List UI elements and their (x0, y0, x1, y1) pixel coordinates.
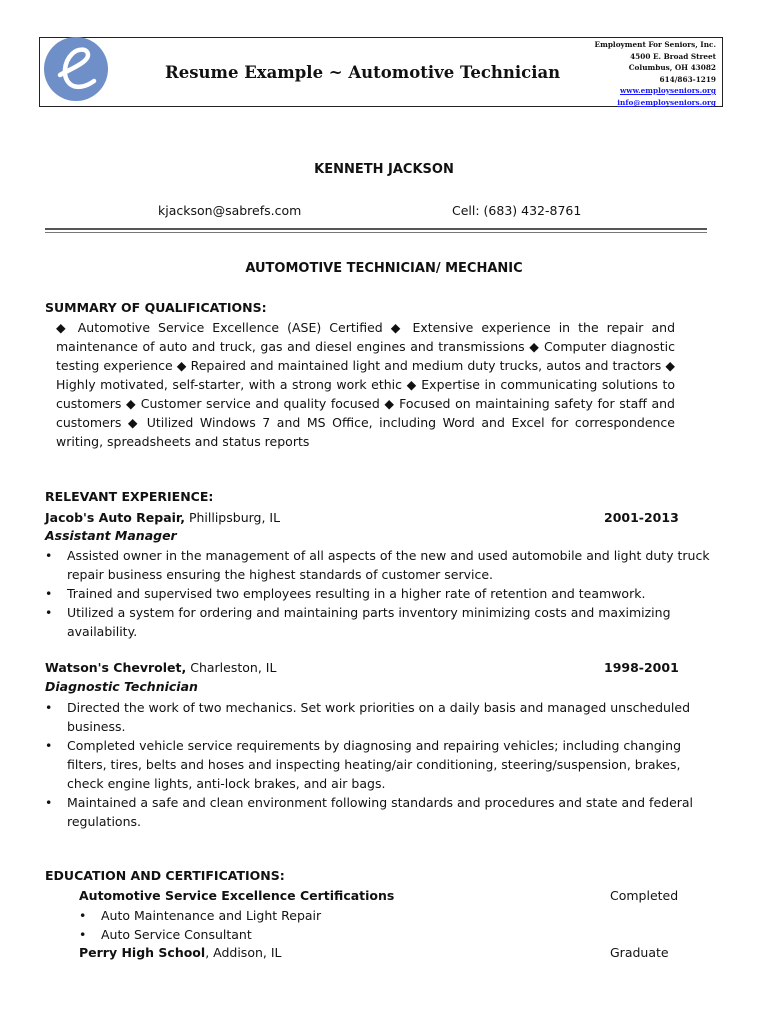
education-name: Perry High School (79, 945, 206, 960)
candidate-name: KENNETH JACKSON (314, 162, 454, 177)
education-name: Automotive Service Excellence Certifications (79, 888, 395, 903)
education-detail: , Addison, IL (205, 945, 282, 960)
job-employer-2 (45, 660, 276, 675)
education-heading: EDUCATION AND CERTIFICATIONS: (45, 868, 285, 883)
employer-name: Jacob's Auto Repair, (45, 510, 185, 525)
list-item: • Assisted owner in the management of all aspects of the new and used automobile and light duty truck repair business ensuring the highest standards of customer service. (45, 546, 715, 584)
education-item-1 (79, 888, 394, 903)
summary-heading: SUMMARY OF QUALIFICATIONS: (45, 300, 267, 315)
agency-phone: 614/863-1219 (659, 74, 716, 84)
divider-thin (45, 232, 707, 233)
list-item: • Trained and supervised two employees resulting in a higher rate of retention and teamwork. (45, 584, 715, 603)
list-item: • Utilized a system for ordering and maintaining parts inventory minimizing costs and maximizing availability. (45, 603, 715, 641)
list-item: • Auto Service Consultant (79, 925, 479, 944)
education-item-2 (79, 945, 282, 960)
letterhead-box (39, 37, 723, 107)
agency-name: Employment For Seniors, Inc. (594, 40, 716, 49)
education-status-1: Completed (610, 888, 679, 903)
agency-street: 4500 E. Broad Street (630, 51, 716, 61)
agency-email-link[interactable]: info@employseniors.org (617, 97, 716, 107)
list-item: • Maintained a safe and clean environment following standards and procedures and state and federal regulations. (45, 793, 715, 831)
divider-thick (45, 228, 707, 230)
experience-heading: RELEVANT EXPERIENCE: (45, 489, 214, 504)
list-item: • Auto Maintenance and Light Repair (79, 906, 479, 925)
education-status-2: Graduate (610, 945, 669, 960)
job-employer-1 (45, 510, 280, 525)
objective-title: AUTOMOTIVE TECHNICIAN/ MECHANIC (245, 261, 523, 276)
employer-location: Charleston, IL (186, 660, 277, 675)
job-dates-1: 2001-2013 (604, 510, 679, 525)
summary-text: ◆ Automotive Service Excellence (ASE) Certified ◆ Extensive experience in the repair and maintenance of auto and truck, gas and diesel engines and transmissions ◆ Computer diagnostic testing experience ◆ Repaired and maintained light and medium duty trucks, autos and tractors ◆ Highly motivated, self-starter, with a strong work ethic ◆ Expertise in communicating solutions to customers ◆ Customer service and quality focused ◆ Focused on maintaining safety for staff and customers ◆ Utilized Windows 7 and MS Office, including Word and Excel for correspondence writing, spreadsheets and status reports (56, 320, 675, 449)
agency-website-link[interactable]: www.employseniors.org (620, 86, 716, 95)
candidate-email: kjackson@sabrefs.com (158, 203, 302, 218)
list-item: • Completed vehicle service requirements by diagnosing and repairing vehicles; including changing filters, tires, belts and hoses and inspecting heating/air conditioning, steering/suspension, brakes, check engine lights, anti-lock brakes, and air bags. (45, 736, 715, 793)
job-bullets-1 (45, 546, 715, 641)
job-dates-2: 1998-2001 (604, 660, 679, 675)
job-role-2: Diagnostic Technician (45, 679, 198, 694)
job-role-1: Assistant Manager (45, 528, 177, 543)
employer-location: Phillipsburg, IL (184, 510, 281, 525)
job-bullets-2 (45, 698, 715, 831)
employer-name: Watson's Chevrolet, (45, 660, 187, 675)
header-title: Resume Example ~ Automotive Technician (165, 63, 561, 82)
candidate-phone: Cell: (683) 432-8761 (452, 203, 582, 218)
agency-city: Columbus, OH 43082 (628, 63, 716, 72)
education-subitems-1 (79, 906, 479, 944)
agency-contact (595, 39, 716, 108)
list-item: • Directed the work of two mechanics. Set work priorities on a daily basis and managed unscheduled business. (45, 698, 715, 736)
e-logo-icon (44, 37, 108, 101)
